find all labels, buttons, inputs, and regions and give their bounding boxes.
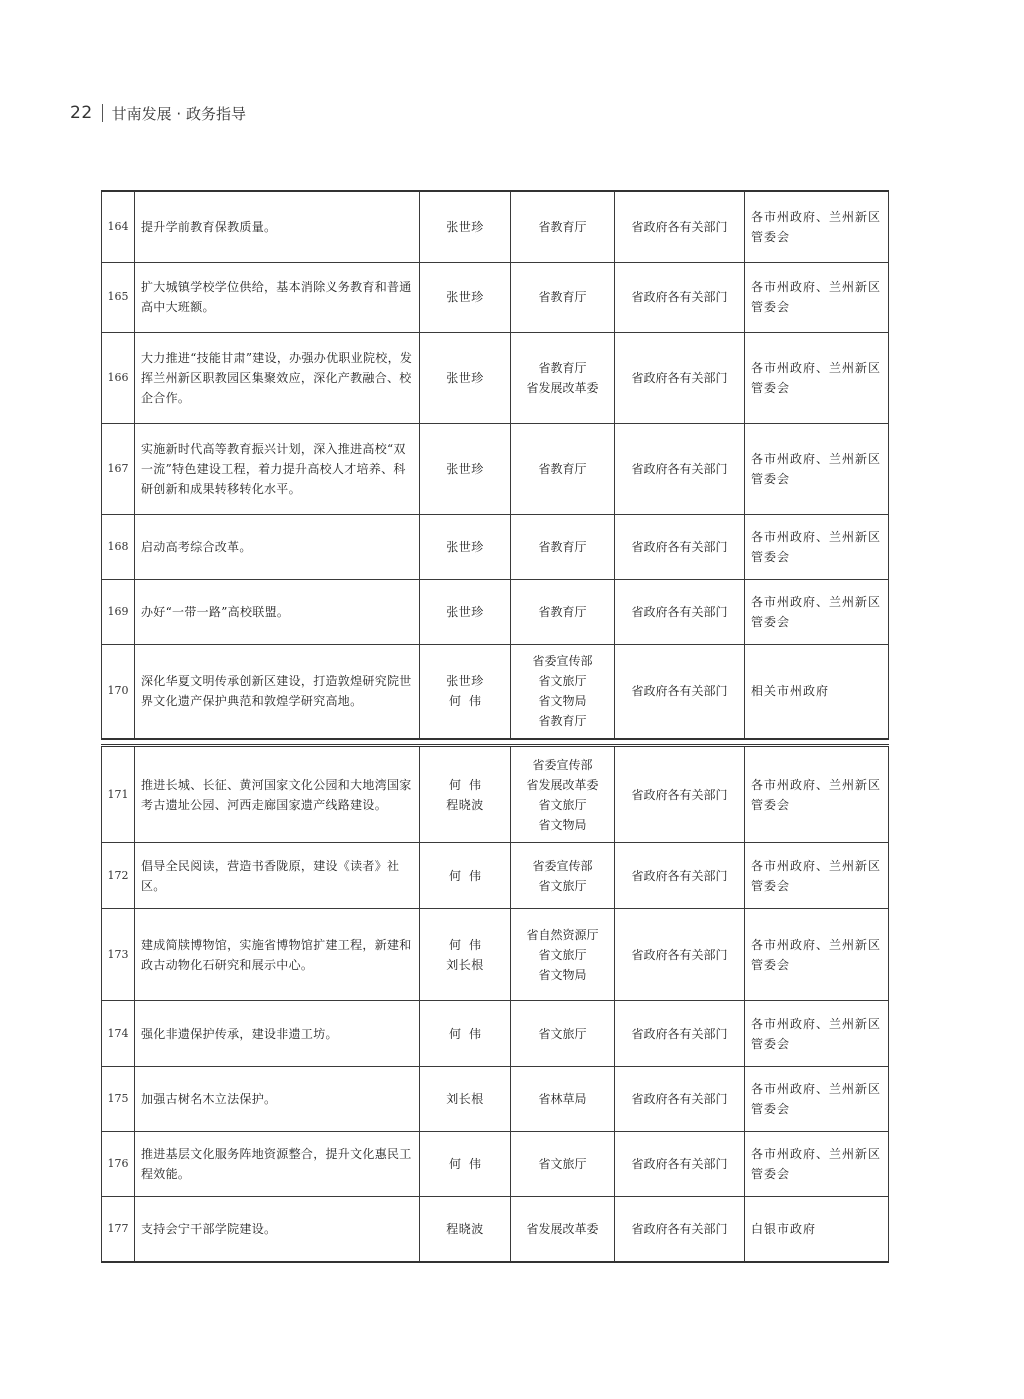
task-number: 165 xyxy=(102,262,135,332)
task-description: 启动高考综合改革。 xyxy=(135,514,420,579)
responsible-unit: 各市州政府、兰州新区管委会 xyxy=(745,746,889,843)
responsible-leader: 何伟 xyxy=(448,694,489,709)
lead-unit-cell xyxy=(511,1132,615,1197)
lead-unit-cell xyxy=(511,1001,615,1067)
table-row xyxy=(102,746,889,843)
lead-unit: 省文旅厅 xyxy=(538,674,587,689)
responsible-leader: 何伟 xyxy=(448,1026,489,1041)
responsible-leader-cell xyxy=(420,746,511,843)
task-description: 扩大城镇学校学位供给，基本消除义务教育和普通高中大班额。 xyxy=(135,262,420,332)
lead-unit-cell xyxy=(511,746,615,843)
responsible-leader-cell xyxy=(420,514,511,579)
responsible-leader: 程晓波 xyxy=(446,1221,484,1236)
lead-unit: 省教育厅 xyxy=(538,604,587,619)
lead-unit: 省教育厅 xyxy=(538,461,587,476)
lead-unit-cell xyxy=(511,262,615,332)
table-row xyxy=(102,1132,889,1197)
lead-unit-cell xyxy=(511,423,615,514)
lead-unit: 省林草局 xyxy=(538,1092,587,1106)
table-row xyxy=(102,332,889,423)
task-number: 169 xyxy=(102,579,135,644)
responsible-leader: 刘长根 xyxy=(446,1092,484,1106)
lead-unit: 省教育厅 xyxy=(538,360,587,375)
task-table-lower xyxy=(101,744,889,1263)
table-row xyxy=(102,262,889,332)
task-table-upper-body xyxy=(102,191,889,739)
table-row xyxy=(102,191,889,262)
responsible-unit: 各市州政府、兰州新区管委会 xyxy=(745,1132,889,1197)
responsible-unit: 各市州政府、兰州新区管委会 xyxy=(745,909,889,1001)
table-row xyxy=(102,423,889,514)
responsible-leader-cell xyxy=(420,191,511,262)
task-description: 强化非遗保护传承，建设非遗工坊。 xyxy=(135,1001,420,1067)
responsible-unit: 各市州政府、兰州新区管委会 xyxy=(745,1001,889,1067)
table-row xyxy=(102,1197,889,1262)
lead-unit: 省委宣传部 xyxy=(532,858,593,873)
lead-unit: 省自然资源厅 xyxy=(526,927,599,942)
lead-unit: 省文物局 xyxy=(538,817,587,832)
task-number: 167 xyxy=(102,423,135,514)
task-number: 176 xyxy=(102,1132,135,1197)
responsible-unit: 各市州政府、兰州新区管委会 xyxy=(745,1067,889,1132)
task-number: 164 xyxy=(102,191,135,262)
lead-unit: 省文旅厅 xyxy=(538,1157,587,1171)
responsible-leader-cell xyxy=(420,1067,511,1132)
task-description: 建成简牍博物馆，实施省博物馆扩建工程，新建和政古动物化石研究和展示中心。 xyxy=(135,909,420,1001)
page-header xyxy=(70,101,246,125)
task-description: 实施新时代高等教育振兴计划，深入推进高校“双一流”特色建设工程，着力提升高校人才培养、科研创新和成果转移转化水平。 xyxy=(135,423,420,514)
responsible-leader-cell xyxy=(420,909,511,1001)
responsible-leader-cell xyxy=(420,1132,511,1197)
lead-unit: 省委宣传部 xyxy=(532,654,593,669)
cooperating-unit: 省政府各有关部门 xyxy=(615,843,745,909)
responsible-unit: 相关市州政府 xyxy=(745,644,889,739)
responsible-leader: 刘长根 xyxy=(446,957,484,972)
lead-unit-cell xyxy=(511,579,615,644)
responsible-leader-cell xyxy=(420,332,511,423)
cooperating-unit: 省政府各有关部门 xyxy=(615,746,745,843)
lead-unit: 省教育厅 xyxy=(538,714,587,729)
lead-unit-cell xyxy=(511,1197,615,1262)
task-number: 177 xyxy=(102,1197,135,1262)
lead-unit: 省文旅厅 xyxy=(538,878,587,893)
task-description: 倡导全民阅读，营造书香陇原，建设《读者》社区。 xyxy=(135,843,420,909)
responsible-leader-cell xyxy=(420,843,511,909)
task-description: 推进长城、长征、黄河国家文化公园和大地湾国家考古遗址公园、河西走廊国家遗产线路建设。 xyxy=(135,746,420,843)
cooperating-unit: 省政府各有关部门 xyxy=(615,1001,745,1067)
task-description: 支持会宁干部学院建设。 xyxy=(135,1197,420,1262)
header-divider xyxy=(102,104,103,122)
lead-unit-cell xyxy=(511,644,615,739)
table-row xyxy=(102,514,889,579)
responsible-leader-cell xyxy=(420,1197,511,1262)
lead-unit-cell xyxy=(511,514,615,579)
task-table-upper xyxy=(101,190,889,740)
table-row xyxy=(102,579,889,644)
lead-unit: 省文物局 xyxy=(538,967,587,982)
task-number: 168 xyxy=(102,514,135,579)
lead-unit: 省发展改革委 xyxy=(526,777,599,792)
table-row xyxy=(102,843,889,909)
page-number: 22 xyxy=(70,103,93,123)
responsible-leader: 张世珍 xyxy=(446,461,484,476)
responsible-unit: 各市州政府、兰州新区管委会 xyxy=(745,191,889,262)
table-row xyxy=(102,909,889,1001)
cooperating-unit: 省政府各有关部门 xyxy=(615,332,745,423)
cooperating-unit: 省政府各有关部门 xyxy=(615,514,745,579)
responsible-leader: 程晓波 xyxy=(446,797,484,812)
task-number: 172 xyxy=(102,843,135,909)
lead-unit-cell xyxy=(511,1067,615,1132)
task-description: 提升学前教育保教质量。 xyxy=(135,191,420,262)
responsible-unit: 各市州政府、兰州新区管委会 xyxy=(745,579,889,644)
responsible-leader-cell xyxy=(420,1001,511,1067)
lead-unit-cell xyxy=(511,332,615,423)
table-row xyxy=(102,1067,889,1132)
cooperating-unit: 省政府各有关部门 xyxy=(615,909,745,1001)
responsible-leader: 张世珍 xyxy=(446,674,484,689)
responsible-unit: 各市州政府、兰州新区管委会 xyxy=(745,332,889,423)
publication-title: 甘南发展 · 政务指导 xyxy=(111,104,246,123)
cooperating-unit: 省政府各有关部门 xyxy=(615,191,745,262)
lead-unit: 省委宣传部 xyxy=(532,757,593,772)
lead-unit: 省发展改革委 xyxy=(526,380,599,395)
task-number: 173 xyxy=(102,909,135,1001)
lead-unit-cell xyxy=(511,843,615,909)
responsible-leader: 何伟 xyxy=(448,777,489,792)
task-description: 办好“一带一路”高校联盟。 xyxy=(135,579,420,644)
cooperating-unit: 省政府各有关部门 xyxy=(615,1067,745,1132)
responsible-leader-cell xyxy=(420,579,511,644)
responsible-leader: 张世珍 xyxy=(446,370,484,385)
lead-unit: 省发展改革委 xyxy=(526,1221,599,1236)
lead-unit: 省文旅厅 xyxy=(538,797,587,812)
responsible-unit: 各市州政府、兰州新区管委会 xyxy=(745,843,889,909)
table-row xyxy=(102,644,889,739)
lead-unit-cell xyxy=(511,191,615,262)
responsible-leader: 何伟 xyxy=(448,937,489,952)
cooperating-unit: 省政府各有关部门 xyxy=(615,579,745,644)
task-number: 166 xyxy=(102,332,135,423)
lead-unit-cell xyxy=(511,909,615,1001)
responsible-leader: 张世珍 xyxy=(446,219,484,234)
cooperating-unit: 省政府各有关部门 xyxy=(615,423,745,514)
task-description: 大力推进“技能甘肃”建设，办强办优职业院校，发挥兰州新区职教园区集聚效应，深化产教融合、校企合作。 xyxy=(135,332,420,423)
task-description: 深化华夏文明传承创新区建设，打造敦煌研究院世界文化遗产保护典范和敦煌学研究高地。 xyxy=(135,644,420,739)
lead-unit: 省文旅厅 xyxy=(538,1026,587,1041)
responsible-unit: 各市州政府、兰州新区管委会 xyxy=(745,423,889,514)
cooperating-unit: 省政府各有关部门 xyxy=(615,1197,745,1262)
lead-unit: 省文旅厅 xyxy=(538,947,587,962)
responsible-leader: 何伟 xyxy=(448,1157,489,1171)
responsible-unit: 各市州政府、兰州新区管委会 xyxy=(745,514,889,579)
table-row xyxy=(102,1001,889,1067)
task-number: 175 xyxy=(102,1067,135,1132)
task-number: 170 xyxy=(102,644,135,739)
responsible-leader: 张世珍 xyxy=(446,539,484,554)
cooperating-unit: 省政府各有关部门 xyxy=(615,262,745,332)
cooperating-unit: 省政府各有关部门 xyxy=(615,1132,745,1197)
lead-unit: 省教育厅 xyxy=(538,539,587,554)
task-description: 推进基层文化服务阵地资源整合，提升文化惠民工程效能。 xyxy=(135,1132,420,1197)
cooperating-unit: 省政府各有关部门 xyxy=(615,644,745,739)
responsible-leader: 何伟 xyxy=(448,868,489,883)
task-description: 加强古树名木立法保护。 xyxy=(135,1067,420,1132)
responsible-leader: 张世珍 xyxy=(446,290,484,304)
task-table-lower-body xyxy=(102,746,889,1262)
responsible-leader-cell xyxy=(420,644,511,739)
lead-unit: 省教育厅 xyxy=(538,219,587,234)
task-number: 174 xyxy=(102,1001,135,1067)
responsible-unit: 各市州政府、兰州新区管委会 xyxy=(745,262,889,332)
responsible-unit: 白银市政府 xyxy=(745,1197,889,1262)
responsible-leader-cell xyxy=(420,262,511,332)
responsible-leader: 张世珍 xyxy=(446,604,484,619)
lead-unit: 省教育厅 xyxy=(538,290,587,304)
responsible-leader-cell xyxy=(420,423,511,514)
task-number: 171 xyxy=(102,746,135,843)
lead-unit: 省文物局 xyxy=(538,694,587,709)
